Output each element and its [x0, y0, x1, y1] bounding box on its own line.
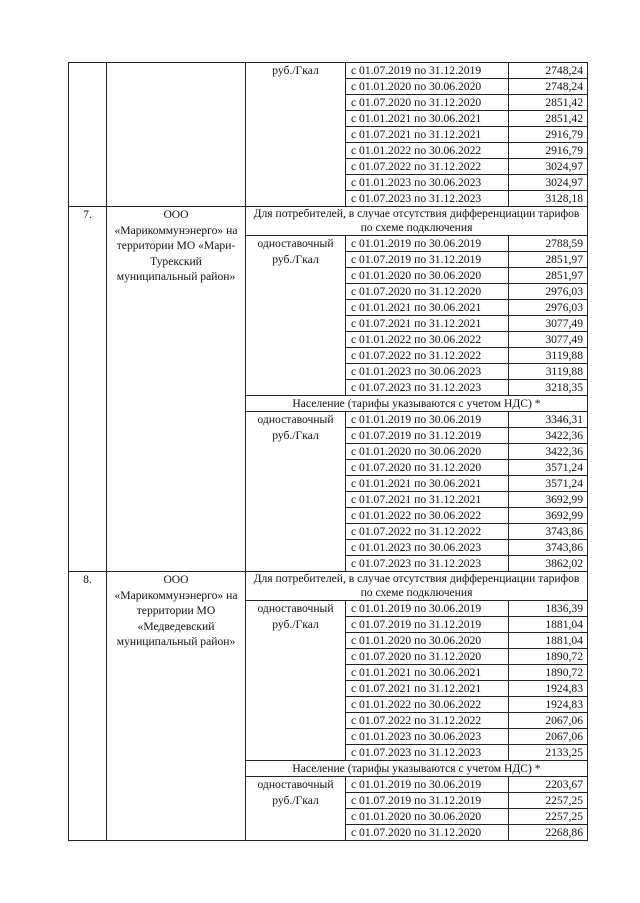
period-cell: с 01.01.2020 по 30.06.2020	[346, 268, 509, 284]
tariff-value-cell: 3571,24	[509, 476, 588, 492]
tariff-value-cell: 1890,72	[509, 649, 588, 665]
period-cell: с 01.01.2022 по 30.06.2022	[346, 332, 509, 348]
section-header: Для потребителей, в случае отсутствия дифференциации тарифов по схеме подключения	[246, 572, 588, 601]
period-cell: с 01.07.2021 по 31.12.2021	[346, 316, 509, 332]
period-cell: с 01.01.2021 по 30.06.2021	[346, 111, 509, 127]
period-cell: с 01.07.2022 по 31.12.2022	[346, 713, 509, 729]
period-cell: с 01.07.2020 по 31.12.2020	[346, 284, 509, 300]
tariff-value-cell: 2851,42	[509, 95, 588, 111]
period-cell: с 01.07.2019 по 31.12.2019	[346, 252, 509, 268]
tariff-value-cell: 2257,25	[509, 793, 588, 809]
period-cell: с 01.07.2021 по 31.12.2021	[346, 681, 509, 697]
period-cell: с 01.01.2019 по 30.06.2019	[346, 601, 509, 617]
period-cell: с 01.07.2019 по 31.12.2019	[346, 428, 509, 444]
tariff-table	[68, 62, 588, 841]
tariff-value-cell: 3024,97	[509, 159, 588, 175]
organization-cell	[107, 63, 246, 207]
tariff-value-cell: 3346,31	[509, 412, 588, 428]
unit-cell: руб./Гкал	[246, 63, 346, 207]
period-cell: с 01.07.2023 по 31.12.2023	[346, 380, 509, 396]
period-cell: с 01.07.2022 по 31.12.2022	[346, 524, 509, 540]
row-number-cell: 7.	[69, 207, 107, 572]
period-cell: с 01.01.2019 по 30.06.2019	[346, 412, 509, 428]
tariff-value-cell: 3571,24	[509, 460, 588, 476]
tariff-value-cell: 2851,42	[509, 111, 588, 127]
period-cell: с 01.01.2022 по 30.06.2022	[346, 697, 509, 713]
tariff-value-cell: 2067,06	[509, 729, 588, 745]
tariff-value-cell: 2976,03	[509, 284, 588, 300]
period-cell: с 01.01.2023 по 30.06.2023	[346, 729, 509, 745]
row-number-cell: 8.	[69, 572, 107, 841]
row-number-cell	[69, 63, 107, 207]
tariff-value-cell: 1881,04	[509, 617, 588, 633]
section-header-row	[69, 572, 588, 601]
tariff-value-cell: 3743,86	[509, 540, 588, 556]
tariff-value-cell: 1836,39	[509, 601, 588, 617]
tariff-value-cell: 3119,88	[509, 364, 588, 380]
period-cell: с 01.01.2021 по 30.06.2021	[346, 300, 509, 316]
tariff-value-cell: 2133,25	[509, 745, 588, 761]
unit-cell: одноставочный руб./Гкал	[246, 412, 346, 572]
tariff-value-cell: 1924,83	[509, 681, 588, 697]
tariff-value-cell: 3743,86	[509, 524, 588, 540]
tariff-value-cell: 2067,06	[509, 713, 588, 729]
tariff-value-cell: 2257,25	[509, 809, 588, 825]
period-cell: с 01.07.2023 по 31.12.2023	[346, 191, 509, 207]
tariff-value-cell: 3862,02	[509, 556, 588, 572]
tariff-value-cell: 2976,03	[509, 300, 588, 316]
period-cell: с 01.07.2023 по 31.12.2023	[346, 745, 509, 761]
period-cell: с 01.01.2020 по 30.06.2020	[346, 444, 509, 460]
section-header: Население (тарифы указываются с учетом НДС) *	[246, 396, 588, 412]
period-cell: с 01.01.2022 по 30.06.2022	[346, 143, 509, 159]
period-cell: с 01.01.2022 по 30.06.2022	[346, 508, 509, 524]
tariff-value-cell: 3128,18	[509, 191, 588, 207]
period-cell: с 01.01.2021 по 30.06.2021	[346, 476, 509, 492]
period-cell: с 01.01.2023 по 30.06.2023	[346, 175, 509, 191]
tariff-value-cell: 1924,83	[509, 697, 588, 713]
tariff-value-cell: 2916,79	[509, 127, 588, 143]
tariff-table-body	[69, 63, 588, 841]
tariff-value-cell: 3077,49	[509, 332, 588, 348]
period-cell: с 01.07.2022 по 31.12.2022	[346, 159, 509, 175]
section-header: Для потребителей, в случае отсутствия дифференциации тарифов по схеме подключения	[246, 207, 588, 236]
period-cell: с 01.01.2023 по 30.06.2023	[346, 364, 509, 380]
period-cell: с 01.01.2020 по 30.06.2020	[346, 809, 509, 825]
period-cell: с 01.01.2021 по 30.06.2021	[346, 665, 509, 681]
tariff-value-cell: 3218,35	[509, 380, 588, 396]
period-cell: с 01.01.2019 по 30.06.2019	[346, 777, 509, 793]
organization-cell: ООО «Марикоммунэнерго» на территории МО «Медведевский муниципальный район»	[107, 572, 246, 841]
tariff-value-cell: 3692,99	[509, 492, 588, 508]
tariff-value-cell: 2851,97	[509, 252, 588, 268]
tariff-value-cell: 2203,67	[509, 777, 588, 793]
tariff-value-cell: 3422,36	[509, 428, 588, 444]
table-row	[69, 63, 588, 79]
tariff-value-cell: 2788,59	[509, 236, 588, 252]
unit-cell: одноставочный руб./Гкал	[246, 236, 346, 396]
tariff-value-cell: 3077,49	[509, 316, 588, 332]
tariff-value-cell: 3692,99	[509, 508, 588, 524]
period-cell: с 01.07.2021 по 31.12.2021	[346, 492, 509, 508]
tariff-value-cell: 2748,24	[509, 79, 588, 95]
unit-cell: одноставочный руб./Гкал	[246, 777, 346, 841]
tariff-value-cell: 2268,86	[509, 825, 588, 841]
section-header: Население (тарифы указываются с учетом НДС) *	[246, 761, 588, 777]
tariff-value-cell: 2748,24	[509, 63, 588, 79]
period-cell: с 01.01.2020 по 30.06.2020	[346, 79, 509, 95]
tariff-value-cell: 3422,36	[509, 444, 588, 460]
period-cell: с 01.01.2023 по 30.06.2023	[346, 540, 509, 556]
tariff-value-cell: 1890,72	[509, 665, 588, 681]
tariff-value-cell: 2851,97	[509, 268, 588, 284]
period-cell: с 01.01.2020 по 30.06.2020	[346, 633, 509, 649]
tariff-value-cell: 1881,04	[509, 633, 588, 649]
period-cell: с 01.07.2020 по 31.12.2020	[346, 825, 509, 841]
period-cell: с 01.07.2023 по 31.12.2023	[346, 556, 509, 572]
organization-cell: ООО «Марикоммунэнерго» на территории МО «Мари-Турекский муниципальный район»	[107, 207, 246, 572]
period-cell: с 01.07.2020 по 31.12.2020	[346, 460, 509, 476]
unit-cell: одноставочный руб./Гкал	[246, 601, 346, 761]
period-cell: с 01.07.2020 по 31.12.2020	[346, 649, 509, 665]
section-header-row	[69, 207, 588, 236]
period-cell: с 01.07.2019 по 31.12.2019	[346, 63, 509, 79]
tariff-value-cell: 3024,97	[509, 175, 588, 191]
period-cell: с 01.01.2019 по 30.06.2019	[346, 236, 509, 252]
period-cell: с 01.07.2021 по 31.12.2021	[346, 127, 509, 143]
period-cell: с 01.07.2020 по 31.12.2020	[346, 95, 509, 111]
tariff-value-cell: 2916,79	[509, 143, 588, 159]
tariff-value-cell: 3119,88	[509, 348, 588, 364]
period-cell: с 01.07.2022 по 31.12.2022	[346, 348, 509, 364]
period-cell: с 01.07.2019 по 31.12.2019	[346, 793, 509, 809]
period-cell: с 01.07.2019 по 31.12.2019	[346, 617, 509, 633]
